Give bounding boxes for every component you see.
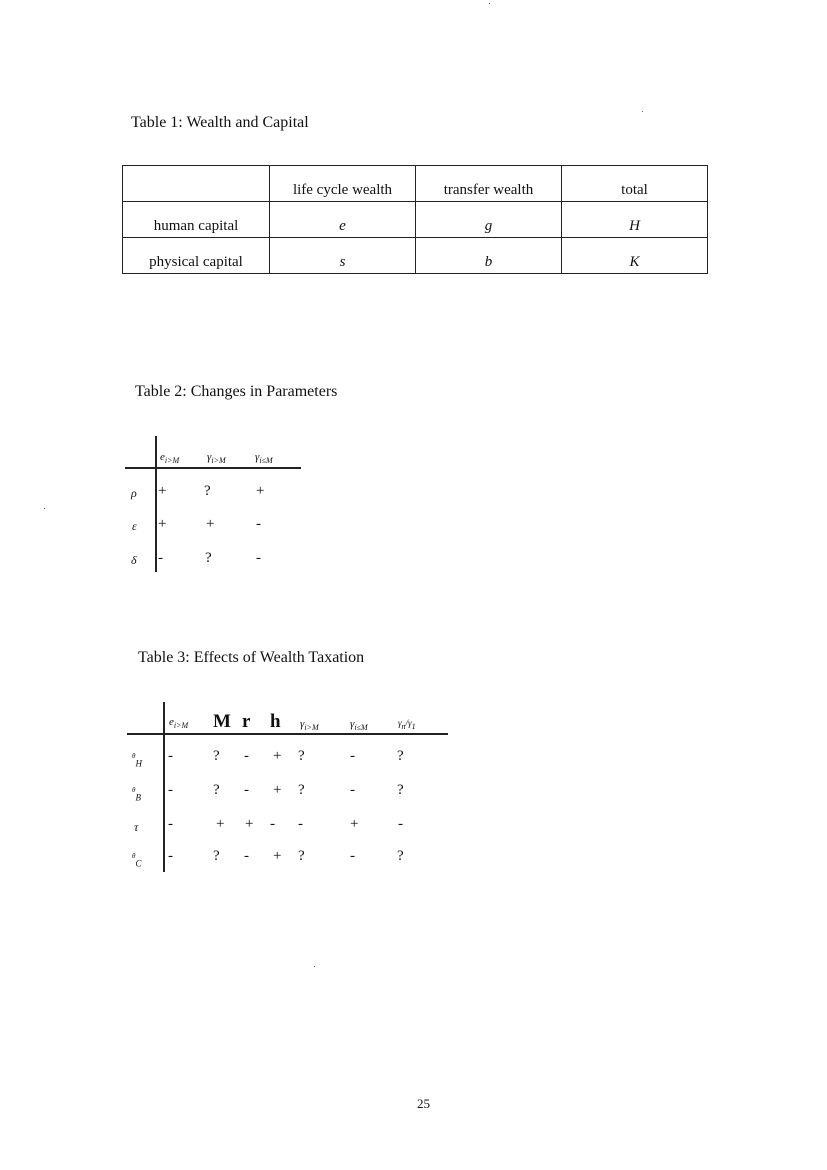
table-cell: ? — [298, 848, 305, 864]
table-cell: ? — [397, 748, 404, 764]
table-cell: + — [245, 816, 254, 832]
table-cell: + — [206, 516, 215, 532]
table-cell: + — [256, 483, 265, 499]
row-label: ε — [132, 519, 137, 533]
table-cell: ? — [213, 848, 220, 864]
row-label: physical capital — [123, 238, 270, 274]
table-cell: + — [273, 748, 282, 764]
table-header-row — [123, 166, 708, 202]
scan-speck — [642, 111, 643, 112]
table-cell: e — [270, 202, 416, 238]
table-cell: b — [416, 238, 562, 274]
table2-caption: Table 2: Changes in Parameters — [135, 383, 338, 400]
table-cell: ? — [205, 550, 212, 566]
table-cell: - — [158, 550, 163, 566]
table-cell: - — [350, 848, 355, 864]
table-cell: - — [256, 550, 261, 566]
row-label: ρ — [131, 486, 137, 500]
table-cell: - — [244, 848, 249, 864]
table-cell: ? — [397, 782, 404, 798]
row-label: $^\theta_B$ — [132, 786, 141, 803]
table-cell: K — [562, 238, 708, 274]
table-header-cell: total — [562, 166, 708, 202]
row-label: $^\theta_C$ — [132, 852, 142, 869]
table-header-cell: transfer wealth — [416, 166, 562, 202]
table-cell: - — [168, 848, 173, 864]
row-label: τ — [134, 820, 139, 834]
row-label: $^\theta_H$ — [132, 752, 142, 769]
table-cell: - — [168, 782, 173, 798]
table-divider — [155, 436, 157, 572]
table-cell: - — [298, 816, 303, 832]
table-cell: H — [562, 202, 708, 238]
row-label: δ — [131, 553, 137, 567]
table-cell: + — [273, 848, 282, 864]
page-number: 25 — [417, 1096, 430, 1111]
table-row — [123, 202, 708, 238]
scan-speck — [489, 3, 490, 4]
table3-caption: Table 3: Effects of Wealth Taxation — [138, 649, 365, 666]
table-cell: - — [398, 816, 403, 832]
wealth-capital-table — [122, 165, 708, 274]
scan-speck — [314, 966, 315, 967]
table-cell: ? — [298, 782, 305, 798]
table-header-cell — [123, 166, 270, 202]
column-header: $\gamma_n/\gamma_1$ — [398, 718, 416, 731]
column-header: h — [270, 711, 281, 732]
table-cell: - — [350, 748, 355, 764]
column-header: $\gamma_{i>M}$ — [300, 718, 319, 733]
table-cell: ? — [213, 748, 220, 764]
column-header: $\gamma_{i\le M}$ — [255, 451, 273, 466]
table-cell: s — [270, 238, 416, 274]
table-cell: - — [244, 748, 249, 764]
table-row — [123, 238, 708, 274]
table-cell: - — [168, 748, 173, 764]
column-header: $\gamma_{i>M}$ — [207, 451, 226, 466]
table-cell: + — [216, 816, 225, 832]
column-header: $\gamma_{i\le M}$ — [350, 718, 368, 733]
table-header-cell: life cycle wealth — [270, 166, 416, 202]
column-header: $e_{i>M}$ — [160, 451, 180, 466]
table-divider — [127, 733, 448, 735]
table-cell: ? — [397, 848, 404, 864]
column-header: r — [242, 711, 251, 732]
table-cell: - — [350, 782, 355, 798]
table-cell: + — [158, 483, 167, 499]
table-cell: + — [273, 782, 282, 798]
table-cell: + — [158, 516, 167, 532]
table-cell: - — [244, 782, 249, 798]
table-cell: - — [256, 516, 261, 532]
table-cell: + — [350, 816, 359, 832]
table-cell: g — [416, 202, 562, 238]
table-divider — [125, 467, 301, 469]
table-cell: ? — [213, 782, 220, 798]
row-label: human capital — [123, 202, 270, 238]
scan-speck — [44, 508, 45, 509]
table1-caption: Table 1: Wealth and Capital — [131, 114, 309, 131]
table-cell: ? — [298, 748, 305, 764]
table-cell: - — [270, 816, 275, 832]
table-cell: - — [168, 816, 173, 832]
column-header: $e_{i>M}$ — [169, 716, 189, 731]
column-header: M — [213, 711, 231, 732]
table-divider — [163, 702, 165, 872]
table-cell: ? — [204, 483, 211, 499]
